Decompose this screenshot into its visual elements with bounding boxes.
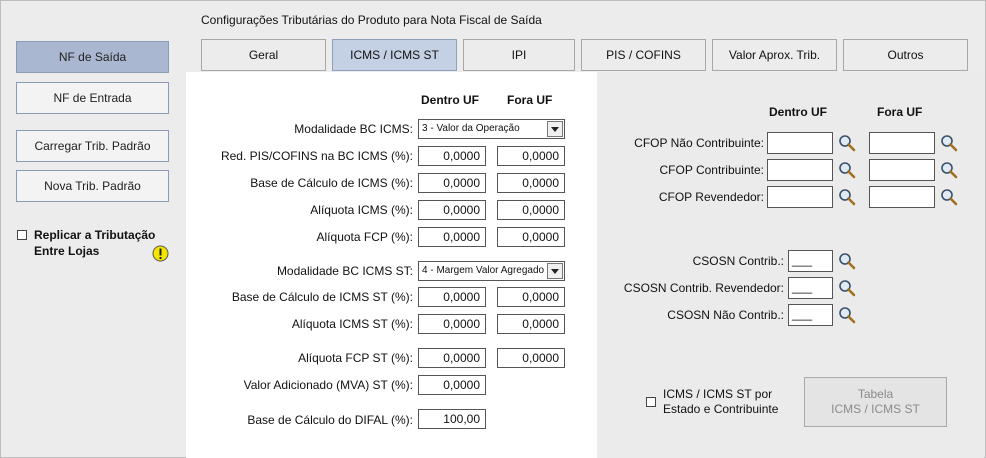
search-icon[interactable] bbox=[838, 252, 856, 270]
red-pis-label: Red. PIS/COFINS na BC ICMS (%): bbox=[220, 149, 413, 163]
search-icon[interactable] bbox=[940, 161, 958, 179]
tab-outros[interactable]: Outros bbox=[843, 39, 968, 71]
cfop-revendedor-dentro-input[interactable] bbox=[767, 186, 833, 208]
csosn-contrib-label: CSOSN Contrib.: bbox=[692, 254, 784, 268]
icms-estado-label bbox=[663, 387, 778, 417]
aliq-fcp-st-fora-input[interactable]: 0,0000 bbox=[497, 348, 565, 368]
modalidade-bc-icms-label: Modalidade BC ICMS: bbox=[294, 122, 413, 136]
modalidade-bc-icms-value: 3 - Valor da Operação bbox=[422, 123, 520, 134]
search-icon[interactable] bbox=[940, 188, 958, 206]
base-icms-dentro-input[interactable]: 0,0000 bbox=[418, 173, 486, 193]
mva-dentro-input[interactable]: 0,0000 bbox=[418, 375, 486, 395]
mva-label: Valor Adicionado (MVA) ST (%): bbox=[243, 378, 413, 392]
base-st-fora-input[interactable]: 0,0000 bbox=[497, 287, 565, 307]
aliq-fcp-dentro-input[interactable]: 0,0000 bbox=[418, 227, 486, 247]
base-st-dentro-input[interactable]: 0,0000 bbox=[418, 287, 486, 307]
aliq-fcp-st-dentro-input[interactable]: 0,0000 bbox=[418, 348, 486, 368]
fora-uf-header: Fora UF bbox=[507, 93, 553, 107]
red-pis-dentro-input[interactable]: 0,0000 bbox=[418, 146, 486, 166]
aliq-icms-label: Alíquota ICMS (%): bbox=[310, 203, 413, 217]
warning-icon[interactable] bbox=[152, 245, 169, 262]
search-icon[interactable] bbox=[838, 279, 856, 297]
cfop-revendedor-label: CFOP Revendedor: bbox=[658, 190, 764, 204]
icms-estado-label-line2: Estado e Contribuinte bbox=[663, 402, 779, 416]
cfop-nao-contrib-label: CFOP Não Contribuinte: bbox=[634, 136, 764, 150]
page-title: Configurações Tributárias do Produto para Nota Fiscal de Saída bbox=[201, 13, 542, 27]
aliq-fcp-fora-input[interactable]: 0,0000 bbox=[497, 227, 565, 247]
nf-entrada-button[interactable]: NF de Entrada bbox=[16, 82, 169, 114]
base-icms-label: Base de Cálculo de ICMS (%): bbox=[250, 176, 413, 190]
red-pis-fora-input[interactable]: 0,0000 bbox=[497, 146, 565, 166]
search-icon[interactable] bbox=[838, 161, 856, 179]
nova-trib-padrao-button[interactable]: Nova Trib. Padrão bbox=[16, 170, 169, 202]
nf-saida-button[interactable]: NF de Saída bbox=[16, 41, 169, 73]
base-st-label: Base de Cálculo de ICMS ST (%): bbox=[231, 290, 413, 304]
dentro-uf-header: Dentro UF bbox=[421, 93, 479, 107]
difal-dentro-input[interactable]: 100,00 bbox=[418, 409, 486, 429]
icms-estado-checkbox[interactable] bbox=[646, 397, 656, 407]
aliq-icms-fora-input[interactable]: 0,0000 bbox=[497, 200, 565, 220]
aliq-st-dentro-input[interactable]: 0,0000 bbox=[418, 314, 486, 334]
modalidade-bc-st-select[interactable] bbox=[418, 261, 565, 281]
tabela-icms-label-line1: Tabela bbox=[857, 387, 894, 401]
tab-icms[interactable]: ICMS / ICMS ST bbox=[332, 39, 457, 71]
csosn-contrib-input[interactable]: ___ bbox=[788, 250, 833, 272]
replicar-label-line2: Entre Lojas bbox=[34, 244, 100, 258]
tabela-icms-button[interactable] bbox=[804, 377, 947, 427]
tabela-icms-label-line2: ICMS / ICMS ST bbox=[831, 402, 920, 416]
right-fora-uf-header: Fora UF bbox=[877, 105, 923, 119]
cfop-contrib-dentro-input[interactable] bbox=[767, 159, 833, 181]
aliq-fcp-st-label: Alíquota FCP ST (%): bbox=[298, 351, 413, 365]
modalidade-bc-st-value: 4 - Margem Valor Agregado bbox=[422, 265, 545, 276]
aliq-icms-dentro-input[interactable]: 0,0000 bbox=[418, 200, 486, 220]
csosn-revendedor-label: CSOSN Contrib. Revendedor: bbox=[623, 281, 784, 295]
aliq-st-label: Alíquota ICMS ST (%): bbox=[291, 317, 413, 331]
cfop-nao-contrib-dentro-input[interactable] bbox=[767, 132, 833, 154]
replicar-label bbox=[34, 227, 155, 259]
aliq-fcp-label: Alíquota FCP (%): bbox=[316, 230, 413, 244]
chevron-down-icon[interactable] bbox=[547, 263, 563, 279]
right-dentro-uf-header: Dentro UF bbox=[769, 105, 827, 119]
csosn-nao-contrib-input[interactable]: ___ bbox=[788, 304, 833, 326]
csosn-nao-contrib-label: CSOSN Não Contrib.: bbox=[667, 308, 784, 322]
tab-valor-aprox[interactable]: Valor Aprox. Trib. bbox=[712, 39, 837, 71]
search-icon[interactable] bbox=[838, 188, 856, 206]
base-icms-fora-input[interactable]: 0,0000 bbox=[497, 173, 565, 193]
replicar-label-line1: Replicar a Tributação bbox=[34, 228, 156, 242]
tab-pis-cofins[interactable]: PIS / COFINS bbox=[581, 39, 706, 71]
replicar-checkbox[interactable] bbox=[17, 230, 27, 240]
csosn-revendedor-input[interactable]: ___ bbox=[788, 277, 833, 299]
icms-estado-label-line1: ICMS / ICMS ST por bbox=[663, 387, 773, 401]
search-icon[interactable] bbox=[838, 134, 856, 152]
search-icon[interactable] bbox=[940, 134, 958, 152]
tab-ipi[interactable]: IPI bbox=[463, 39, 575, 71]
tab-geral[interactable]: Geral bbox=[201, 39, 326, 71]
carregar-trib-padrao-button[interactable]: Carregar Trib. Padrão bbox=[16, 130, 169, 162]
aliq-st-fora-input[interactable]: 0,0000 bbox=[497, 314, 565, 334]
modalidade-bc-icms-select[interactable] bbox=[418, 119, 565, 139]
search-icon[interactable] bbox=[838, 306, 856, 324]
cfop-contrib-fora-input[interactable] bbox=[869, 159, 935, 181]
difal-label: Base de Cálculo do DIFAL (%): bbox=[247, 413, 413, 427]
modalidade-bc-st-label: Modalidade BC ICMS ST: bbox=[276, 264, 413, 278]
chevron-down-icon[interactable] bbox=[547, 121, 563, 137]
cfop-contrib-label: CFOP Contribuinte: bbox=[659, 163, 764, 177]
cfop-nao-contrib-fora-input[interactable] bbox=[869, 132, 935, 154]
cfop-revendedor-fora-input[interactable] bbox=[869, 186, 935, 208]
